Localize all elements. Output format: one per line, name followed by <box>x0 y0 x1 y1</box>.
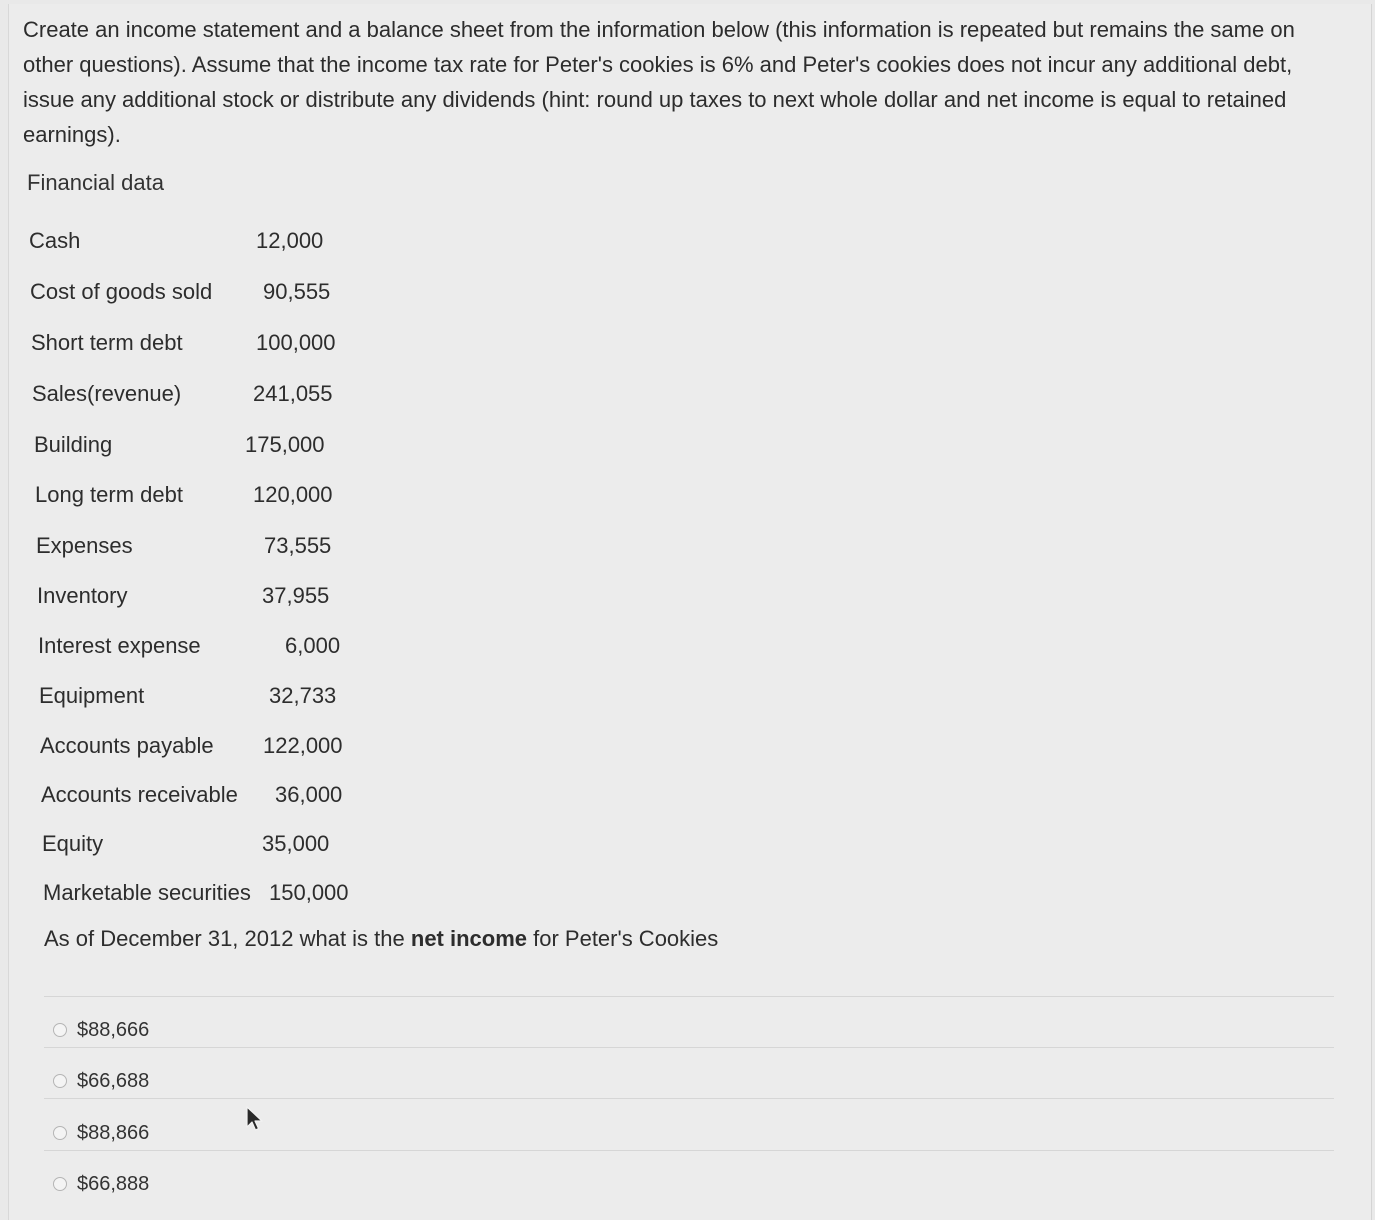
option-divider <box>44 996 1334 997</box>
data-label: Marketable securities <box>43 880 251 905</box>
option-divider <box>44 1150 1334 1151</box>
financial-data-heading: Financial data <box>27 170 164 195</box>
option-divider <box>44 1047 1334 1048</box>
data-value: 37,955 <box>262 583 330 608</box>
option-label: $88,666 <box>77 1018 150 1041</box>
question-text <box>44 926 718 952</box>
data-value: 90,555 <box>263 279 331 304</box>
data-value: 73,555 <box>264 533 332 558</box>
data-label: Interest expense <box>38 633 201 658</box>
option-label: $66,888 <box>77 1172 150 1195</box>
option-label: $66,688 <box>77 1069 150 1092</box>
data-label: Accounts receivable <box>41 782 238 807</box>
question-suffix: for Peter's Cookies <box>527 926 719 951</box>
data-value: 120,000 <box>253 482 333 507</box>
data-label: Long term debt <box>35 482 183 507</box>
data-label: Equipment <box>39 683 145 708</box>
mouse-pointer-icon <box>245 1106 265 1134</box>
radio-button[interactable] <box>53 1126 67 1140</box>
data-label: Sales(revenue) <box>32 381 182 406</box>
radio-button[interactable] <box>53 1074 67 1088</box>
question-emphasis: net income <box>410 926 528 951</box>
data-label: Expenses <box>36 533 133 558</box>
answer-option-3[interactable] <box>53 1120 149 1146</box>
answer-option-1[interactable] <box>53 1017 149 1043</box>
data-label: Equity <box>42 831 104 856</box>
data-value: 100,000 <box>256 330 336 355</box>
option-label: $88,866 <box>77 1121 150 1144</box>
data-label: Inventory <box>37 583 128 608</box>
data-value: 12,000 <box>256 228 324 253</box>
data-label: Short term debt <box>31 330 183 355</box>
data-value: 150,000 <box>269 880 349 905</box>
answer-option-4[interactable] <box>53 1171 149 1197</box>
radio-button[interactable] <box>53 1023 67 1037</box>
radio-button[interactable] <box>53 1177 67 1191</box>
data-label: Cost of goods sold <box>30 279 213 304</box>
data-value: 32,733 <box>269 683 337 708</box>
data-value: 122,000 <box>263 733 343 758</box>
option-divider <box>44 1098 1334 1099</box>
data-value: 36,000 <box>275 782 343 807</box>
data-value: 6,000 <box>285 633 341 658</box>
data-label: Building <box>34 432 113 457</box>
question-prompt: Create an income statement and a balance sheet from the information below (this information is repeated but remains the same on other questions). Assume that the income tax rate for Peter's cookies is 6% and Peter's cookies does not incur any additional debt, issue any additional stock or distribute any dividends (hint: round up taxes to next whole dollar and net income is equal to retained earnings). <box>23 17 1295 147</box>
data-value: 175,000 <box>245 432 325 457</box>
answer-option-2[interactable] <box>53 1068 149 1094</box>
question-panel <box>8 4 1372 1220</box>
question-prefix: As of December 31, 2012 what is the <box>44 926 411 951</box>
data-value: 241,055 <box>253 381 333 406</box>
data-value: 35,000 <box>262 831 330 856</box>
data-label: Cash <box>29 228 81 253</box>
data-label: Accounts payable <box>40 733 214 758</box>
